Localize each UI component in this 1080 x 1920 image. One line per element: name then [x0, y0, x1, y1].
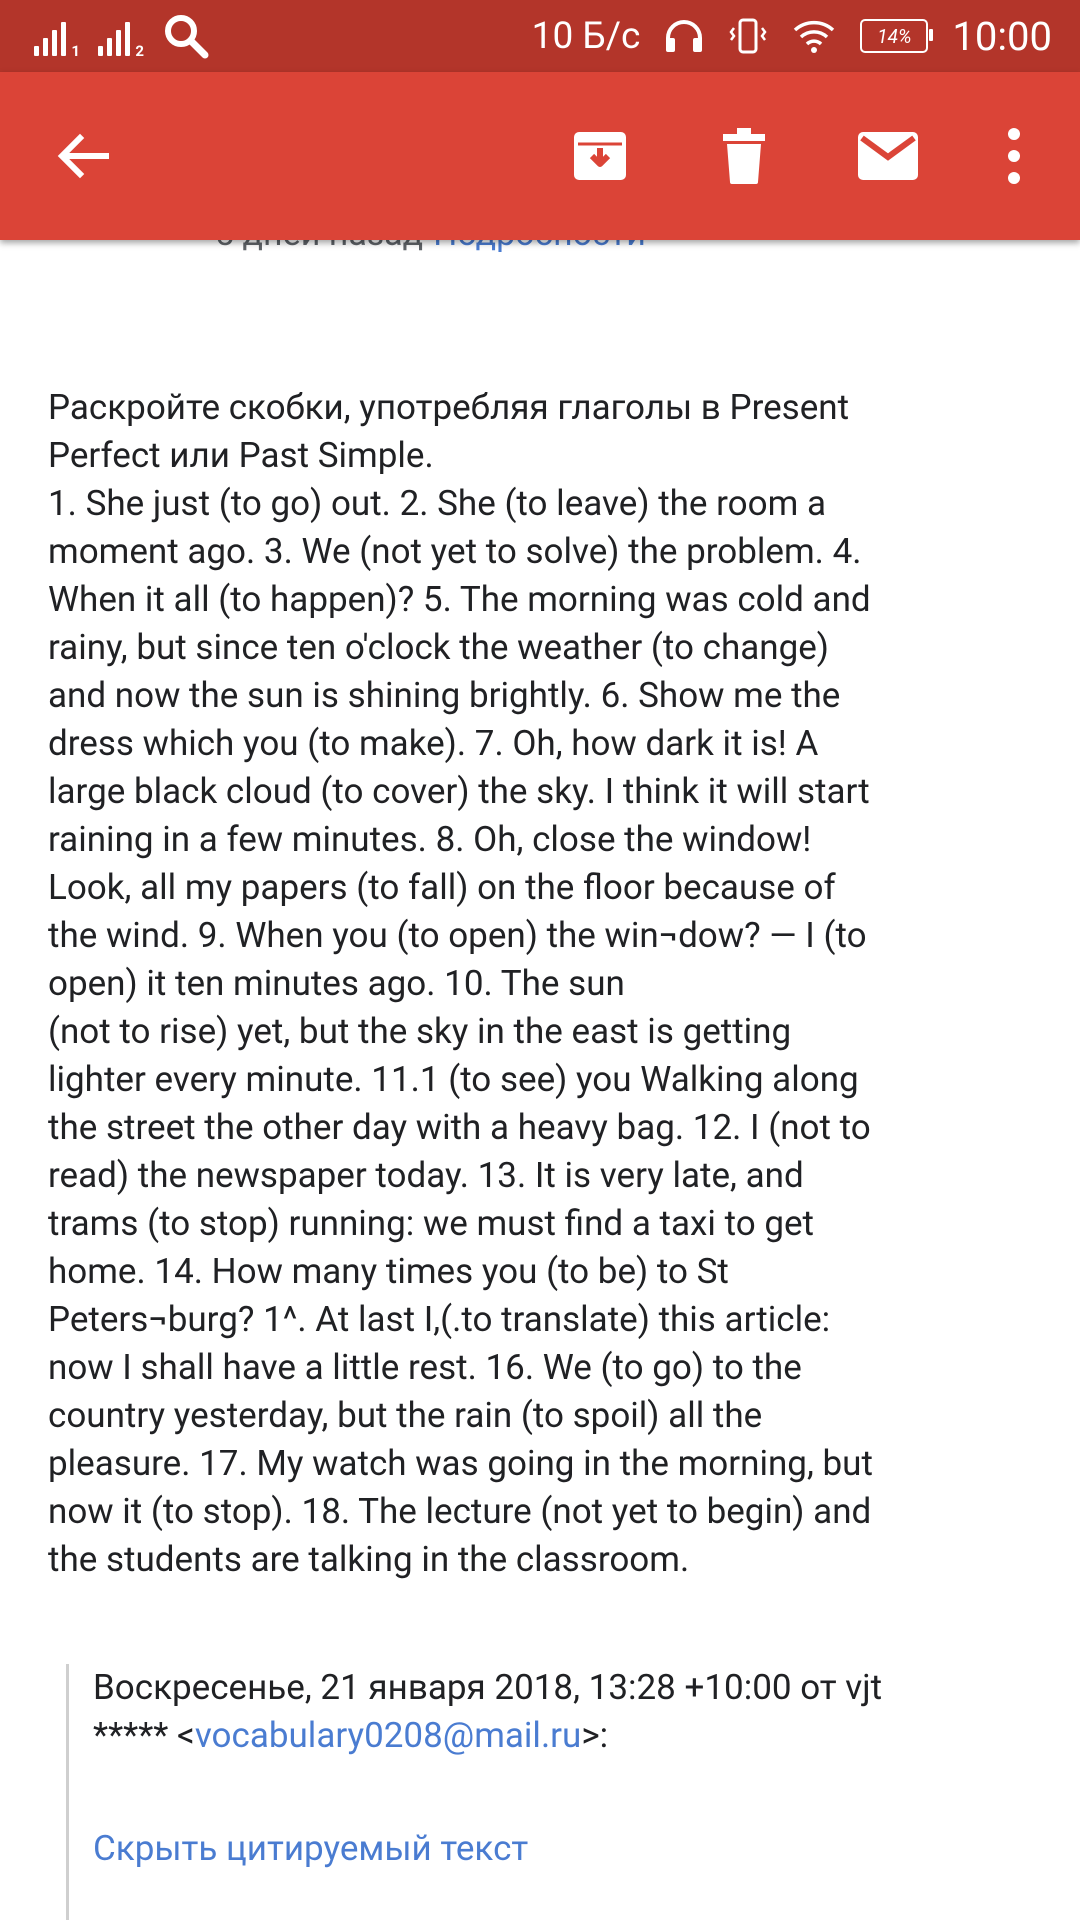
signal-sim2-icon — [98, 16, 144, 60]
delete-button[interactable] — [704, 116, 784, 196]
back-button[interactable] — [42, 116, 122, 196]
quote-header-text: Воскресенье, 21 января 2018, 13:28 +10:00 от vjt ***** < — [93, 1667, 883, 1756]
more-options-button[interactable] — [974, 116, 1054, 196]
sim2-label: 2 — [135, 42, 144, 60]
mail-icon — [856, 130, 920, 182]
signal-sim1-icon — [34, 16, 80, 60]
app-toolbar — [0, 72, 1080, 240]
quote-header — [93, 1664, 1053, 1760]
quoted-section — [66, 1664, 1029, 1920]
archive-button[interactable] — [560, 116, 640, 196]
hide-quoted-text-link[interactable]: Скрыть цитируемый текст — [93, 1828, 529, 1869]
vibrate-icon — [728, 16, 768, 56]
headphones-icon — [664, 18, 704, 54]
arrow-back-icon — [54, 128, 110, 184]
search-icon — [162, 12, 210, 60]
sim1-label: 1 — [71, 42, 80, 60]
wifi-icon — [792, 18, 836, 54]
more-vert-icon — [1004, 126, 1024, 186]
battery-indicator — [860, 19, 928, 53]
battery-level: 14% — [877, 24, 912, 48]
status-bar — [0, 0, 1080, 72]
quote-header-suffix: >: — [581, 1715, 609, 1756]
network-speed: 10 Б/с — [531, 14, 641, 58]
trash-icon — [719, 126, 769, 186]
clock: 10:00 — [952, 12, 1052, 60]
sender-email-link[interactable]: vocabulary0208@mail.ru — [194, 1715, 582, 1756]
archive-icon — [570, 126, 630, 186]
mark-unread-button[interactable] — [848, 116, 928, 196]
message-body: Раскройте скобки, употребляя глаголы в Present Perfect или Past Simple. 1. She just (to go) out. 2. She (to leave) the room a moment ago. 3. We (not yet to solve) the problem. 4. When it all (to happen)? 5. The morning was cold and rainy, but since ten o'clock the weather (to change) and now the sun is shining brightly. 6. Show me the dress which you (to make). 7. Oh, how dark it is! A large black cloud (to cover) the sky. I think it will start raining in a few minutes. 8. Oh, close the window! Look, all my papers (to fall) on the floor because of the wind. 9. When you (to open) the win¬dow? — I (to open) it ten minutes ago. 10. The sun (not to rise) yet, but the sky in the east is getting lighter every minute. 11.1 (to see) you Walking along the street the other day with a heavy bag. 12. I (not to read) the newspaper today. 13. It is very late, and trams (to stop) running: we must find a taxi to get home. 14. How many times you (to be) to St Peters¬burg? 1^. At last I,(.to translate) this article: now I shall have a little rest. 16. We (to go) to the country yesterday, but the rain (to spoil) all the pleasure. 17. My watch was going in the morning, but now it (to stop). 18. The lecture (not yet to begin) and the students are talking in the classroom. — [48, 387, 873, 1580]
